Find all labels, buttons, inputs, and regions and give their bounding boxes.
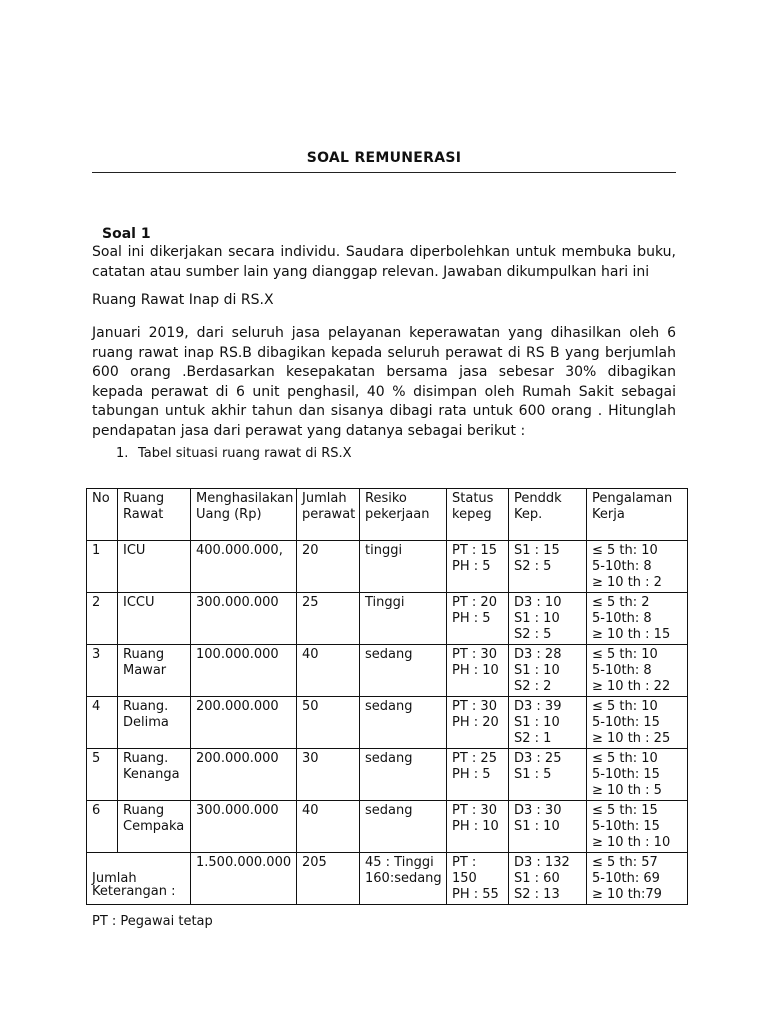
cell-uang: 100.000.000 (191, 645, 297, 697)
table-total-row (87, 853, 688, 905)
cell-ruang: Ruang. Delima (118, 697, 191, 749)
cell-no: 6 (87, 801, 118, 853)
header-ruang-rawat: Ruang Rawat (118, 489, 191, 541)
keterangan-label: Keterangan : (92, 884, 176, 899)
header-resiko: Resiko pekerjaan (360, 489, 447, 541)
cell-uang: 200.000.000 (191, 697, 297, 749)
cell-penddk: S1 : 15 S2 : 5 (509, 541, 587, 593)
table-row (87, 541, 688, 593)
header-status: Status kepeg (447, 489, 509, 541)
header-pengalaman: Pengalaman Kerja (587, 489, 688, 541)
cell-pengalaman: ≤ 5 th: 10 5-10th: 8 ≥ 10 th : 2 (587, 541, 688, 593)
cell-perawat: 25 (297, 593, 360, 645)
cell-pengalaman: ≤ 5 th: 10 5-10th: 15 ≥ 10 th : 5 (587, 749, 688, 801)
total-label: Jumlah (87, 853, 191, 905)
pt-note: PT : Pegawai tetap (92, 914, 213, 929)
total-penddk: D3 : 132 S1 : 60 S2 : 13 (509, 853, 587, 905)
cell-no: 2 (87, 593, 118, 645)
total-resiko: 45 : Tinggi 160:sedang (360, 853, 447, 905)
cell-penddk: D3 : 39 S1 : 10 S2 : 1 (509, 697, 587, 749)
table-row (87, 645, 688, 697)
cell-no: 5 (87, 749, 118, 801)
list-text: Tabel situasi ruang rawat di RS.X (138, 446, 352, 461)
cell-uang: 300.000.000 (191, 801, 297, 853)
table-row (87, 801, 688, 853)
document-title: SOAL REMUNERASI (306, 150, 462, 166)
cell-resiko: sedang (360, 697, 447, 749)
header-no: No (87, 489, 118, 541)
cell-resiko: tinggi (360, 541, 447, 593)
table-row (87, 593, 688, 645)
total-pengalaman: ≤ 5 th: 57 5-10th: 69 ≥ 10 th:79 (587, 853, 688, 905)
cell-no: 4 (87, 697, 118, 749)
cell-perawat: 50 (297, 697, 360, 749)
cell-perawat: 40 (297, 801, 360, 853)
table-row (87, 749, 688, 801)
table-header-row (87, 489, 688, 541)
soal-heading: Soal 1 (102, 226, 151, 242)
total-uang: 1.500.000.000 (191, 853, 297, 905)
cell-ruang: Ruang Mawar (118, 645, 191, 697)
cell-perawat: 40 (297, 645, 360, 697)
header-uang: Menghasilakan Uang (Rp) (191, 489, 297, 541)
cell-uang: 200.000.000 (191, 749, 297, 801)
main-paragraph: Januari 2019, dari seluruh jasa pelayanan keperawatan yang dihasilkan oleh 6 ruang rawat inap RS.B dibagikan kepada seluruh perawat di RS B yang berjumlah 600 orang .Berdasarkan kesepakatan bersama jasa sebesar 30% dibagikan kepada perawat di 6 unit penghasil, 40 % disimpan oleh Rumah Sakit sebagai tabungan untuk akhir tahun dan sisanya dibagi rata untuk 600 orang . Hitunglah pendapatan jasa dari perawat yang datanya sebagai berikut : (92, 325, 676, 439)
total-perawat: 205 (297, 853, 360, 905)
table-row (87, 697, 688, 749)
intro-paragraph: Soal ini dikerjakan secara individu. Saudara diperbolehkan untuk membuka buku, catatan atau sumber lain yang dianggap relevan. Jawaban dikumpulkan hari ini (92, 244, 676, 280)
header-jumlah-perawat: Jumlah perawat (297, 489, 360, 541)
cell-status: PT : 25 PH : 5 (447, 749, 509, 801)
cell-no: 3 (87, 645, 118, 697)
cell-uang: 400.000.000, (191, 541, 297, 593)
cell-uang: 300.000.000 (191, 593, 297, 645)
cell-pengalaman: ≤ 5 th: 2 5-10th: 8 ≥ 10 th : 15 (587, 593, 688, 645)
cell-penddk: D3 : 10 S1 : 10 S2 : 5 (509, 593, 587, 645)
cell-resiko: sedang (360, 645, 447, 697)
cell-ruang: ICCU (118, 593, 191, 645)
situasi-table (86, 488, 688, 905)
cell-pengalaman: ≤ 5 th: 10 5-10th: 15 ≥ 10 th : 25 (587, 697, 688, 749)
cell-penddk: D3 : 30 S1 : 10 (509, 801, 587, 853)
cell-resiko: sedang (360, 749, 447, 801)
cell-resiko: Tinggi (360, 593, 447, 645)
cell-pengalaman: ≤ 5 th: 15 5-10th: 15 ≥ 10 th : 10 (587, 801, 688, 853)
cell-status: PT : 15 PH : 5 (447, 541, 509, 593)
list-item (116, 446, 352, 461)
ruang-line: Ruang Rawat Inap di RS.X (92, 292, 274, 308)
cell-ruang: Ruang. Kenanga (118, 749, 191, 801)
total-status: PT : 150 PH : 55 (447, 853, 509, 905)
cell-status: PT : 30 PH : 20 (447, 697, 509, 749)
cell-resiko: sedang (360, 801, 447, 853)
cell-pengalaman: ≤ 5 th: 10 5-10th: 8 ≥ 10 th : 22 (587, 645, 688, 697)
cell-status: PT : 20 PH : 5 (447, 593, 509, 645)
cell-perawat: 30 (297, 749, 360, 801)
list-number: 1. (116, 446, 129, 461)
cell-ruang: Ruang Cempaka (118, 801, 191, 853)
header-penddk: Penddk Kep. (509, 489, 587, 541)
cell-penddk: D3 : 28 S1 : 10 S2 : 2 (509, 645, 587, 697)
cell-ruang: ICU (118, 541, 191, 593)
cell-perawat: 20 (297, 541, 360, 593)
cell-status: PT : 30 PH : 10 (447, 801, 509, 853)
cell-status: PT : 30 PH : 10 (447, 645, 509, 697)
title-underline (92, 172, 676, 173)
cell-penddk: D3 : 25 S1 : 5 (509, 749, 587, 801)
cell-no: 1 (87, 541, 118, 593)
